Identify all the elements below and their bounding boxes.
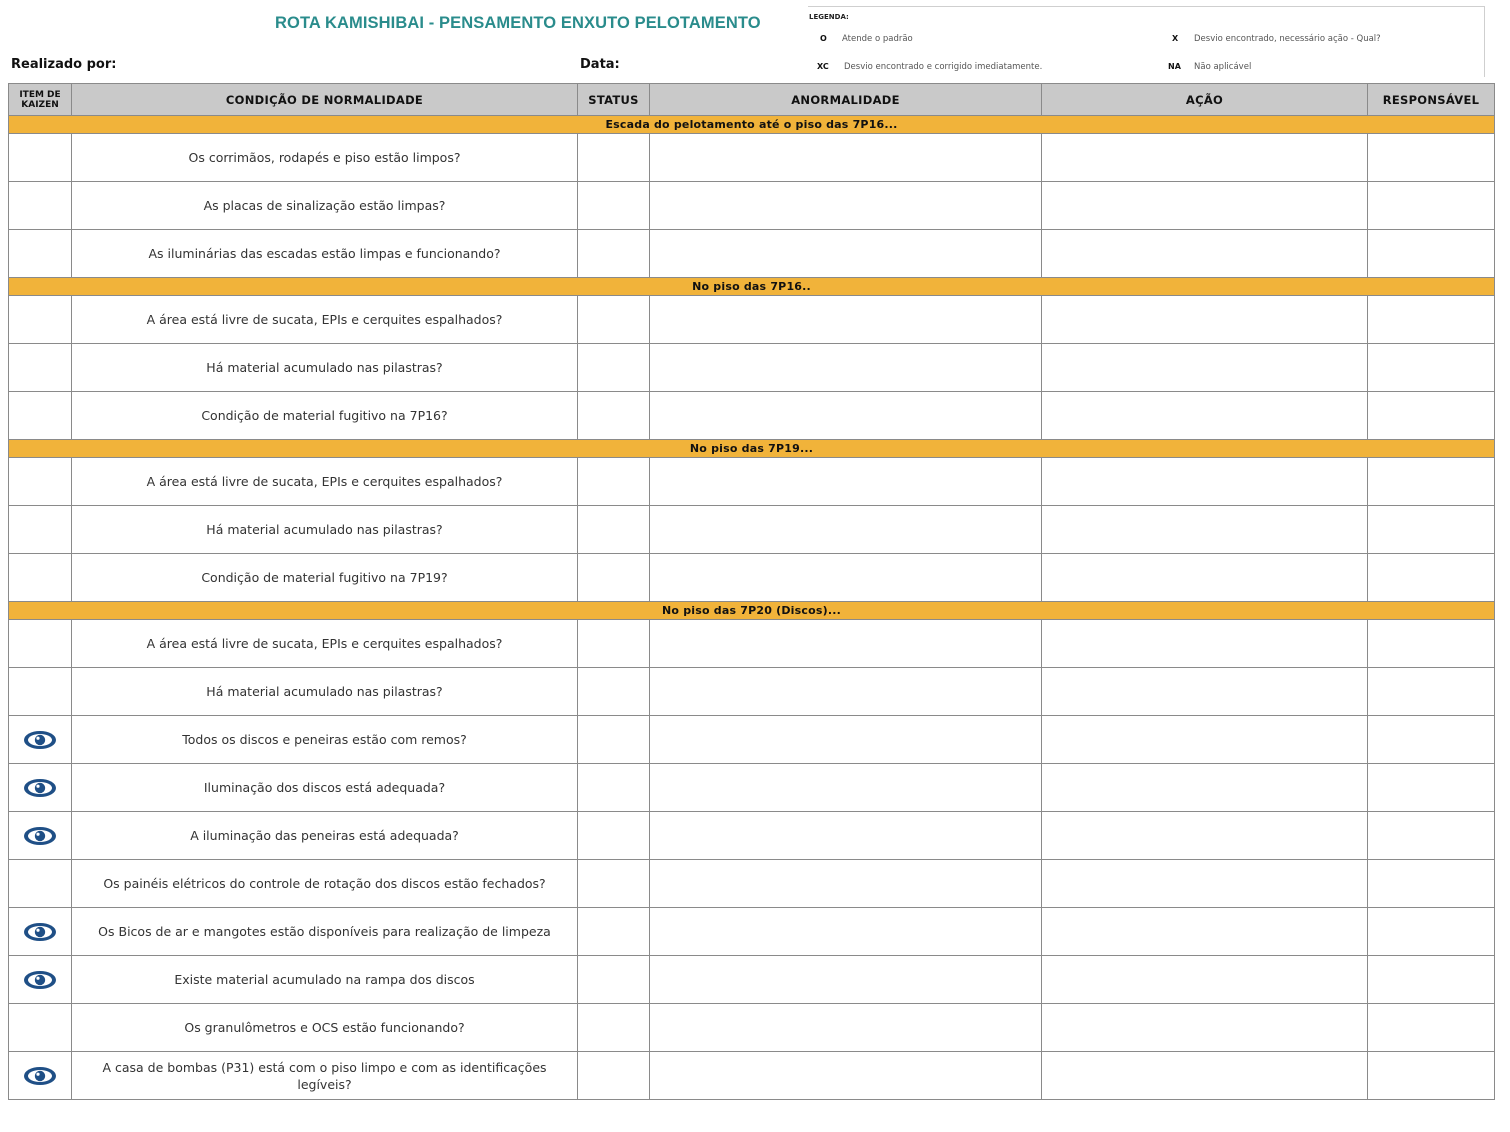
eye-icon bbox=[23, 969, 57, 988]
acao-cell[interactable] bbox=[1042, 860, 1368, 908]
responsavel-cell[interactable] bbox=[1368, 392, 1495, 440]
condition-cell: As placas de sinalização estão limpas? bbox=[72, 182, 578, 230]
anormalidade-cell[interactable] bbox=[650, 620, 1042, 668]
status-cell[interactable] bbox=[578, 506, 650, 554]
legend-text: Desvio encontrado e corrigido imediatamente. bbox=[844, 62, 1043, 72]
responsavel-cell[interactable] bbox=[1368, 344, 1495, 392]
table-row bbox=[9, 344, 1495, 392]
responsavel-cell[interactable] bbox=[1368, 1052, 1495, 1100]
condition-cell: A área está livre de sucata, EPIs e cerquites espalhados? bbox=[72, 296, 578, 344]
eye-icon bbox=[23, 921, 57, 940]
kaizen-cell bbox=[9, 344, 72, 392]
acao-cell[interactable] bbox=[1042, 506, 1368, 554]
responsavel-cell[interactable] bbox=[1368, 458, 1495, 506]
table-row bbox=[9, 134, 1495, 182]
status-cell[interactable] bbox=[578, 764, 650, 812]
section-title: Escada do pelotamento até o piso das 7P16... bbox=[9, 116, 1495, 134]
eye-icon bbox=[23, 1065, 57, 1084]
legend-code: O bbox=[820, 34, 827, 43]
column-header-responsavel: RESPONSÁVEL bbox=[1368, 84, 1495, 116]
acao-cell[interactable] bbox=[1042, 554, 1368, 602]
responsavel-cell[interactable] bbox=[1368, 668, 1495, 716]
status-cell[interactable] bbox=[578, 344, 650, 392]
anormalidade-cell[interactable] bbox=[650, 668, 1042, 716]
table-row bbox=[9, 908, 1495, 956]
table-row bbox=[9, 554, 1495, 602]
kaizen-cell bbox=[9, 392, 72, 440]
anormalidade-cell[interactable] bbox=[650, 344, 1042, 392]
condition-cell: Há material acumulado nas pilastras? bbox=[72, 344, 578, 392]
condition-cell: Os painéis elétricos do controle de rotação dos discos estão fechados? bbox=[72, 860, 578, 908]
responsavel-cell[interactable] bbox=[1368, 620, 1495, 668]
condition-cell: Condição de material fugitivo na 7P16? bbox=[72, 392, 578, 440]
responsavel-cell[interactable] bbox=[1368, 908, 1495, 956]
kaizen-cell bbox=[9, 956, 72, 1004]
condition-cell: Existe material acumulado na rampa dos discos bbox=[72, 956, 578, 1004]
condition-cell: A área está livre de sucata, EPIs e cerquites espalhados? bbox=[72, 458, 578, 506]
anormalidade-cell[interactable] bbox=[650, 392, 1042, 440]
column-header-kaizen: ITEM DE KAIZEN bbox=[9, 84, 72, 116]
table-row bbox=[9, 1004, 1495, 1052]
legend-item bbox=[1172, 34, 1381, 44]
kaizen-cell bbox=[9, 458, 72, 506]
kaizen-cell bbox=[9, 860, 72, 908]
legend-box bbox=[808, 6, 1485, 77]
responsavel-cell[interactable] bbox=[1368, 554, 1495, 602]
table-row bbox=[9, 620, 1495, 668]
responsavel-cell[interactable] bbox=[1368, 296, 1495, 344]
kaizen-cell bbox=[9, 764, 72, 812]
status-cell[interactable] bbox=[578, 134, 650, 182]
condition-cell: A casa de bombas (P31) está com o piso limpo e com as identificações legíveis? bbox=[72, 1052, 578, 1100]
table-row bbox=[9, 230, 1495, 278]
legend-item bbox=[817, 62, 1042, 72]
condition-cell: A iluminação das peneiras está adequada? bbox=[72, 812, 578, 860]
table-row bbox=[9, 716, 1495, 764]
acao-cell[interactable] bbox=[1042, 1052, 1368, 1100]
legend-text: Atende o padrão bbox=[842, 34, 913, 44]
status-cell[interactable] bbox=[578, 860, 650, 908]
condition-cell: Todos os discos e peneiras estão com remos? bbox=[72, 716, 578, 764]
table-row bbox=[9, 506, 1495, 554]
condition-cell: Os Bicos de ar e mangotes estão disponíveis para realização de limpeza bbox=[72, 908, 578, 956]
anormalidade-cell[interactable] bbox=[650, 134, 1042, 182]
section-row bbox=[9, 116, 1495, 134]
status-cell[interactable] bbox=[578, 554, 650, 602]
anormalidade-cell[interactable] bbox=[650, 1004, 1042, 1052]
acao-cell[interactable] bbox=[1042, 458, 1368, 506]
section-row bbox=[9, 278, 1495, 296]
status-cell[interactable] bbox=[578, 716, 650, 764]
eye-icon bbox=[23, 729, 57, 748]
legend-title: LEGENDA: bbox=[809, 13, 849, 21]
kaizen-cell bbox=[9, 812, 72, 860]
column-header-acao: AÇÃO bbox=[1042, 84, 1368, 116]
acao-cell[interactable] bbox=[1042, 764, 1368, 812]
table-row bbox=[9, 668, 1495, 716]
status-cell[interactable] bbox=[578, 182, 650, 230]
status-cell[interactable] bbox=[578, 1004, 650, 1052]
status-cell[interactable] bbox=[578, 392, 650, 440]
responsavel-cell[interactable] bbox=[1368, 860, 1495, 908]
checklist-table bbox=[8, 83, 1495, 1100]
column-header-anormalidade: ANORMALIDADE bbox=[650, 84, 1042, 116]
acao-cell[interactable] bbox=[1042, 230, 1368, 278]
status-cell[interactable] bbox=[578, 908, 650, 956]
kaizen-cell bbox=[9, 620, 72, 668]
legend-item bbox=[820, 34, 913, 44]
condition-cell: Condição de material fugitivo na 7P19? bbox=[72, 554, 578, 602]
table-row bbox=[9, 182, 1495, 230]
realizado-por-label: Realizado por: bbox=[11, 57, 117, 72]
section-title: No piso das 7P19... bbox=[9, 440, 1495, 458]
status-cell[interactable] bbox=[578, 230, 650, 278]
responsavel-cell[interactable] bbox=[1368, 506, 1495, 554]
legend-code: XC bbox=[817, 62, 829, 71]
status-cell[interactable] bbox=[578, 296, 650, 344]
anormalidade-cell[interactable] bbox=[650, 554, 1042, 602]
condition-cell: Há material acumulado nas pilastras? bbox=[72, 506, 578, 554]
acao-cell[interactable] bbox=[1042, 344, 1368, 392]
column-header-condicao: CONDIÇÃO DE NORMALIDADE bbox=[72, 84, 578, 116]
responsavel-cell[interactable] bbox=[1368, 1004, 1495, 1052]
table-row bbox=[9, 392, 1495, 440]
responsavel-cell[interactable] bbox=[1368, 230, 1495, 278]
acao-cell[interactable] bbox=[1042, 182, 1368, 230]
eye-icon bbox=[23, 777, 57, 796]
anormalidade-cell[interactable] bbox=[650, 230, 1042, 278]
acao-cell[interactable] bbox=[1042, 668, 1368, 716]
anormalidade-cell[interactable] bbox=[650, 182, 1042, 230]
anormalidade-cell[interactable] bbox=[650, 506, 1042, 554]
condition-cell: Os granulômetros e OCS estão funcionando? bbox=[72, 1004, 578, 1052]
acao-cell[interactable] bbox=[1042, 620, 1368, 668]
kaizen-cell bbox=[9, 134, 72, 182]
table-row bbox=[9, 860, 1495, 908]
anormalidade-cell[interactable] bbox=[650, 716, 1042, 764]
responsavel-cell[interactable] bbox=[1368, 764, 1495, 812]
table-row bbox=[9, 956, 1495, 1004]
acao-cell[interactable] bbox=[1042, 908, 1368, 956]
status-cell[interactable] bbox=[578, 812, 650, 860]
section-row bbox=[9, 602, 1495, 620]
section-title: No piso das 7P16.. bbox=[9, 278, 1495, 296]
anormalidade-cell[interactable] bbox=[650, 956, 1042, 1004]
eye-icon bbox=[23, 825, 57, 844]
acao-cell[interactable] bbox=[1042, 392, 1368, 440]
table-row bbox=[9, 1052, 1495, 1100]
page-title: ROTA KAMISHIBAI - PENSAMENTO ENXUTO PELOTAMENTO bbox=[275, 14, 761, 32]
anormalidade-cell[interactable] bbox=[650, 812, 1042, 860]
status-cell[interactable] bbox=[578, 620, 650, 668]
acao-cell[interactable] bbox=[1042, 716, 1368, 764]
legend-text: Não aplicável bbox=[1194, 62, 1252, 72]
legend-code: X bbox=[1172, 34, 1179, 43]
anormalidade-cell[interactable] bbox=[650, 458, 1042, 506]
condition-cell: As iluminárias das escadas estão limpas e funcionando? bbox=[72, 230, 578, 278]
anormalidade-cell[interactable] bbox=[650, 296, 1042, 344]
kaizen-cell bbox=[9, 182, 72, 230]
table-row bbox=[9, 296, 1495, 344]
status-cell[interactable] bbox=[578, 1052, 650, 1100]
condition-cell: Os corrimãos, rodapés e piso estão limpos? bbox=[72, 134, 578, 182]
legend-code: NA bbox=[1168, 62, 1181, 71]
section-row bbox=[9, 440, 1495, 458]
section-title: No piso das 7P20 (Discos)... bbox=[9, 602, 1495, 620]
legend-text: Desvio encontrado, necessário ação - Qual? bbox=[1194, 34, 1381, 44]
responsavel-cell[interactable] bbox=[1368, 812, 1495, 860]
status-cell[interactable] bbox=[578, 668, 650, 716]
anormalidade-cell[interactable] bbox=[650, 764, 1042, 812]
kaizen-cell bbox=[9, 1052, 72, 1100]
acao-cell[interactable] bbox=[1042, 812, 1368, 860]
condition-cell: Iluminação dos discos está adequada? bbox=[72, 764, 578, 812]
responsavel-cell[interactable] bbox=[1368, 716, 1495, 764]
column-header-status: STATUS bbox=[578, 84, 650, 116]
acao-cell[interactable] bbox=[1042, 296, 1368, 344]
anormalidade-cell[interactable] bbox=[650, 1052, 1042, 1100]
kaizen-cell bbox=[9, 506, 72, 554]
table-row bbox=[9, 764, 1495, 812]
kaizen-cell bbox=[9, 554, 72, 602]
anormalidade-cell[interactable] bbox=[650, 908, 1042, 956]
status-cell[interactable] bbox=[578, 458, 650, 506]
kaizen-cell bbox=[9, 716, 72, 764]
kaizen-cell bbox=[9, 1004, 72, 1052]
kaizen-cell bbox=[9, 296, 72, 344]
responsavel-cell[interactable] bbox=[1368, 956, 1495, 1004]
responsavel-cell[interactable] bbox=[1368, 134, 1495, 182]
acao-cell[interactable] bbox=[1042, 1004, 1368, 1052]
condition-cell: Há material acumulado nas pilastras? bbox=[72, 668, 578, 716]
kaizen-cell bbox=[9, 908, 72, 956]
acao-cell[interactable] bbox=[1042, 956, 1368, 1004]
responsavel-cell[interactable] bbox=[1368, 182, 1495, 230]
status-cell[interactable] bbox=[578, 956, 650, 1004]
legend-item bbox=[1168, 62, 1251, 72]
acao-cell[interactable] bbox=[1042, 134, 1368, 182]
anormalidade-cell[interactable] bbox=[650, 860, 1042, 908]
table-row bbox=[9, 458, 1495, 506]
data-label: Data: bbox=[580, 57, 620, 72]
condition-cell: A área está livre de sucata, EPIs e cerquites espalhados? bbox=[72, 620, 578, 668]
table-row bbox=[9, 812, 1495, 860]
kaizen-cell bbox=[9, 230, 72, 278]
kaizen-cell bbox=[9, 668, 72, 716]
